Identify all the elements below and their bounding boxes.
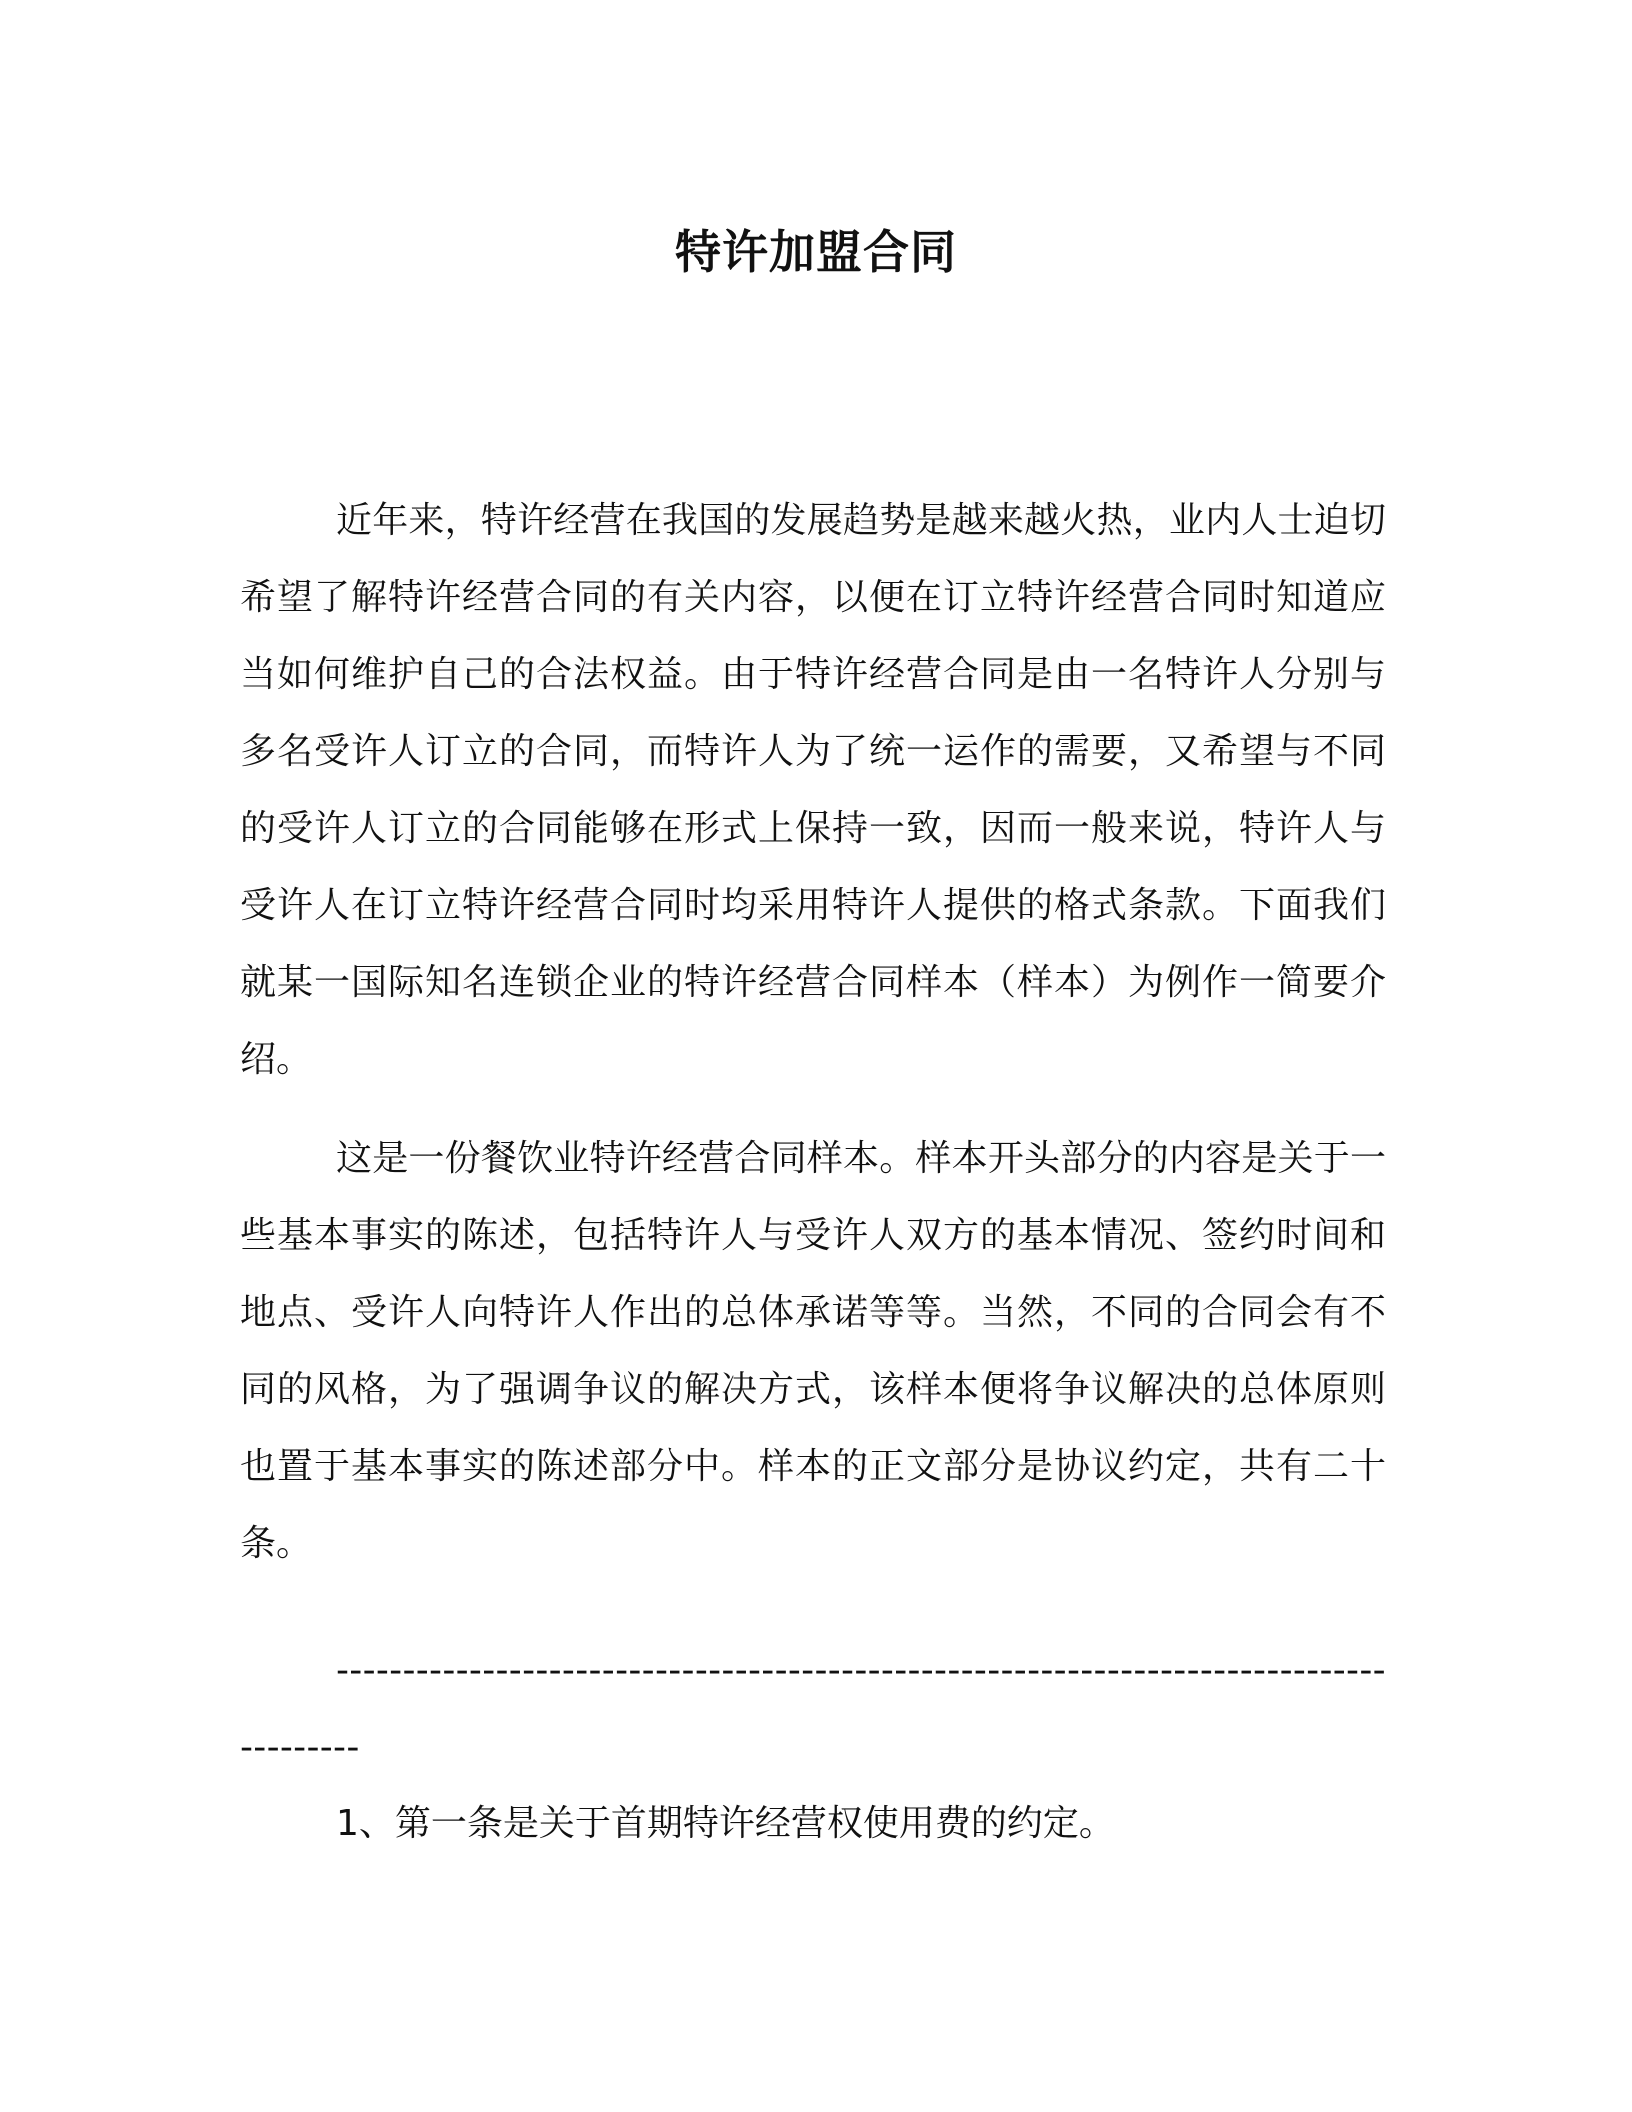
- section-heading-article-1: 1、第一条是关于首期特许经营权使用费的约定。: [336, 1803, 1115, 1844]
- intro-paragraph: 近年来，特许经营在我国的发展趋势是越来越火热，业内人士迫切希望了解特许经营合同的有关内容，以便在订立特许经营合同时知道应当如何维护自己的合法权益。由于特许经营合同是由一名特许人分别与多名受许人订立的合同，而特许人为了统一运作的需要，又希望与不同的受许人订立的合同能够在形式上保持一致，因而一般来说，特许人与受许人在订立特许经营合同时均采用特许人提供的格式条款。下面我们就某一国际知名连锁企业的特许经营合同样本（样本）为例作一简要介绍。: [240, 500, 1386, 1080]
- document-title: 特许加盟合同: [675, 225, 957, 279]
- sample-description-paragraph: 这是一份餐饮业特许经营合同样本。样本开头部分的内容是关于一些基本事实的陈述，包括特许人与受许人双方的基本情况、签约时间和地点、受许人向特许人作出的总体承诺等等。当然，不同的合同会有不同的风格，为了强调争议的解决方式，该样本便将争议解决的总体原则也置于基本事实的陈述部分中。样本的正文部分是协议约定，共有二十条。: [240, 1138, 1386, 1564]
- dashed-divider: ----------------------------------------------------------------------------------------: [240, 1650, 1386, 1768]
